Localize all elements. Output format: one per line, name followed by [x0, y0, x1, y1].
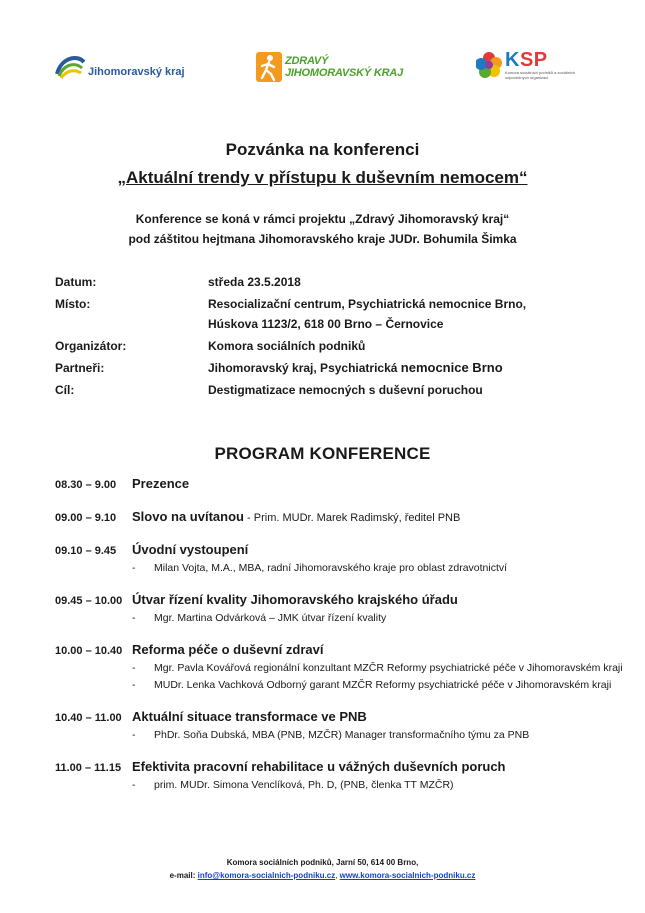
- intro-line-2: pod záštitou hejtmana Jihomoravského kraje JUDr. Bohumila Šimka: [128, 232, 517, 246]
- jihomoravsky-kraj-logo: [55, 54, 185, 80]
- program-topic: [132, 591, 458, 609]
- jmk-logo-text: Jihomoravský kraj: [88, 66, 185, 78]
- bullet-dash: -: [132, 779, 136, 791]
- program-time: 10.00 – 10.40: [55, 645, 123, 657]
- program-speaker: [132, 560, 625, 577]
- footer-separator: ,: [335, 871, 340, 880]
- website-link[interactable]: www.komora-socialnich-podniku.cz: [339, 871, 476, 880]
- date-label: Datum:: [55, 275, 97, 289]
- program-time: 09.00 – 9.10: [55, 512, 117, 524]
- info-row-organizer: [55, 336, 615, 356]
- date-value: středa 23.5.2018: [208, 275, 301, 289]
- program-speaker: [132, 777, 625, 794]
- program-topic-text: Efektivita pracovní rehabilitace u vážných duševních poruch: [132, 759, 506, 774]
- zjk-logo-text: [285, 55, 403, 79]
- logo-bar: [0, 48, 645, 98]
- place-value: [208, 294, 615, 334]
- zdravy-jihomoravsky-kraj-logo: [256, 52, 403, 82]
- program-topic-text: Úvodní vystoupení: [132, 542, 249, 557]
- program-time: 08.30 – 9.00: [55, 479, 117, 491]
- place-label: Místo:: [55, 297, 91, 311]
- program-topic: [132, 641, 323, 659]
- program-topic-text: Aktuální situace transformace ve PNB: [132, 709, 367, 724]
- organizer-label: Organizátor:: [55, 339, 127, 353]
- speaker-text: MUDr. Lenka Vachková Odborný garant MZČR Reformy psychiatrické péče v Jihomoravském kraji: [154, 679, 612, 691]
- partners-value-b: nemocnice Brno: [400, 360, 503, 375]
- program-speaker: [132, 727, 625, 744]
- program-title: PROGRAM KONFERENCE: [214, 444, 431, 463]
- program-topic: [132, 708, 367, 726]
- conference-title: [0, 168, 645, 188]
- info-row-date: [55, 272, 615, 292]
- program-topic-text: Slovo na uvítanou: [132, 509, 244, 524]
- email-label: e-mail:: [169, 871, 198, 880]
- ksp-logo-sp: SP: [519, 49, 548, 71]
- intro-text: [0, 209, 645, 249]
- info-row-goal: [55, 380, 615, 400]
- program-topic: [132, 508, 460, 527]
- footer-address: Komora sociálních podniků, Jarní 50, 614 00 Brno,: [226, 858, 419, 867]
- ksp-logo-subtitle: Komora sociálních podniků a sociálních odpovědných organizací: [505, 70, 576, 80]
- footer: [0, 856, 645, 882]
- goal-value: Destigmatizace nemocných s duševní poruchou: [208, 383, 483, 397]
- zjk-logo-line-2: JIHOMORAVSKÝ KRAJ: [285, 67, 404, 79]
- program-item: [55, 541, 625, 577]
- speaker-text: PhDr. Soňa Dubská, MBA (PNB, MZČR) Manager transformačního týmu za PNB: [154, 729, 530, 741]
- ksp-logo-text: [505, 50, 585, 80]
- program-item: [55, 708, 625, 744]
- zjk-logo-line-1: ZDRAVÝ: [285, 55, 329, 67]
- bullet-dash: -: [132, 612, 136, 624]
- speaker-text: prim. MUDr. Simona Venclíková, Ph. D, (PNB, členka TT MZČR): [154, 779, 454, 791]
- footer-contacts: [0, 869, 645, 882]
- intro-line-1: Konference se koná v rámci projektu „Zdravý Jihomoravský kraj“: [135, 212, 510, 226]
- partners-value-a: Jihomoravský kraj, Psychiatrická: [208, 361, 401, 375]
- ksp-logo-k: K: [505, 49, 520, 71]
- bullet-dash: -: [132, 729, 136, 741]
- program-speaker: [132, 660, 625, 677]
- conference-title-text: „Aktuální trendy v přístupu k duševním nemocem“: [117, 168, 528, 187]
- program-item: [55, 475, 625, 494]
- speaker-text: Mgr. Pavla Kovářová regionální konzultant MZČR Reformy psychiatrické péče v Jihomoravském kraji: [154, 662, 623, 674]
- running-figure-icon: [256, 52, 282, 82]
- ksp-logo: [476, 50, 585, 80]
- email-link[interactable]: info@komora-socialnich-podniku.cz: [197, 871, 336, 880]
- bullet-dash: -: [132, 562, 136, 574]
- organizer-value: Komora sociálních podniků: [208, 339, 366, 353]
- program-topic-note: - Prim. MUDr. Marek Radimský, ředitel PNB: [243, 512, 461, 524]
- program-topic-text: Útvar řízení kvality Jihomoravského krajského úřadu: [132, 592, 458, 607]
- program-item: [55, 758, 625, 794]
- program-topic: [132, 541, 248, 559]
- program-time: 10.40 – 11.00: [55, 712, 122, 724]
- goal-label: Cíl:: [55, 383, 75, 397]
- place-value-line-1: Resocializační centrum, Psychiatrická nemocnice Brno,: [208, 297, 527, 311]
- event-info: [55, 272, 615, 402]
- program-topic: [132, 758, 506, 776]
- program-time: 11.00 – 11.15: [55, 762, 122, 774]
- bullet-dash: -: [132, 679, 136, 691]
- place-value-line-2: Húskova 1123/2, 618 00 Brno – Černovice: [208, 317, 444, 331]
- program-topic: [132, 475, 189, 493]
- program-item: [55, 508, 625, 527]
- bullet-dash: -: [132, 662, 136, 674]
- program-list: [55, 475, 625, 808]
- jmk-swoosh-icon: [55, 54, 85, 80]
- program-item: [55, 641, 625, 694]
- speaker-text: Mgr. Martina Odvárková – JMK útvar řízení kvality: [154, 612, 387, 624]
- info-row-partners: [55, 358, 615, 378]
- ksp-flower-icon: [476, 52, 502, 78]
- program-topic-text: Reforma péče o duševní zdraví: [132, 642, 324, 657]
- invitation-title: Pozvánka na konferenci: [225, 140, 420, 159]
- partners-label: Partneři:: [55, 361, 105, 375]
- program-speaker: [132, 610, 625, 627]
- info-row-place: [55, 294, 615, 334]
- program-speaker: [132, 677, 625, 694]
- program-time: 09.10 – 9.45: [55, 545, 117, 557]
- program-topic-text: Prezence: [132, 476, 190, 491]
- program-item: [55, 591, 625, 627]
- program-time: 09.45 – 10.00: [55, 595, 123, 607]
- partners-value: [208, 358, 615, 378]
- speaker-text: Milan Vojta, M.A., MBA, radní Jihomoravského kraje pro oblast zdravotnictví: [154, 562, 508, 574]
